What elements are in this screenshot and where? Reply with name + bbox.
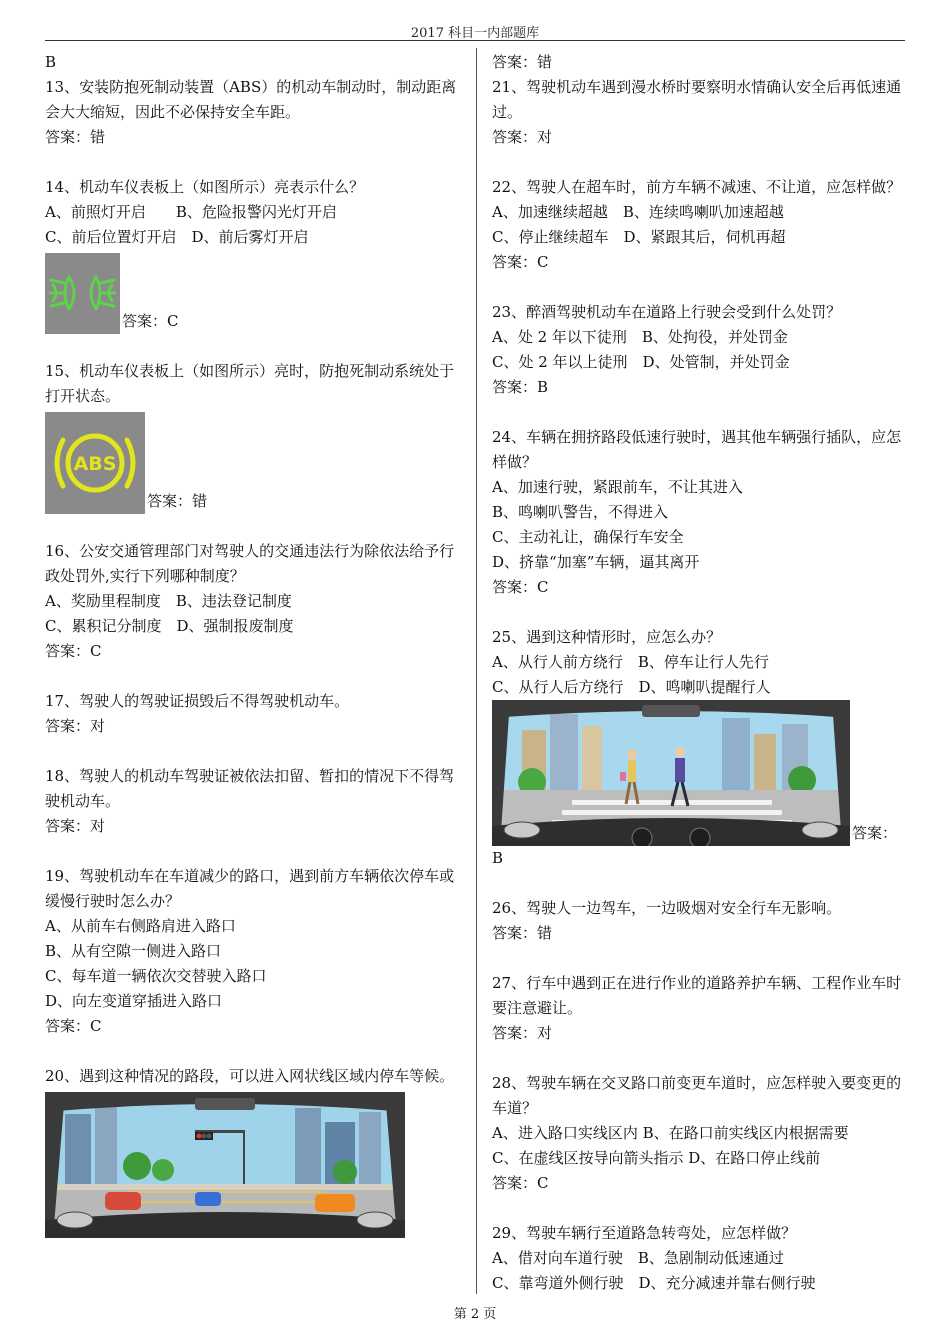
question-20-tail <box>492 50 907 75</box>
question-text: 13、安装防抱死制动装置（ABS）的机动车制动时，制动距离会大大缩短，因此不必保持安全车距。 <box>45 78 457 121</box>
answer: 答案：对 <box>492 1024 553 1042</box>
option-line: C、每车道一辆依次交替驶入路口 <box>45 967 267 985</box>
answer: 答案：对 <box>492 128 553 146</box>
answer: 答案：B <box>492 378 549 396</box>
page-number: 第 2 页 <box>453 1307 497 1322</box>
question-text: 21、驾驶机动车遇到漫水桥时要察明水情确认安全后再低速通过。 <box>492 78 902 121</box>
option-line: C、主动礼让，确保行车安全 <box>492 528 684 546</box>
question-13 <box>45 75 465 150</box>
option-line: A、借对向车道行驶 B、急剧制动低速通过 <box>492 1249 784 1267</box>
question-text: 28、驾驶车辆在交叉路口前变更车道时，应怎样驶入要变更的车道？ <box>492 1074 902 1117</box>
answer: 答案：C <box>45 1017 102 1035</box>
question-20 <box>45 1064 465 1238</box>
question-text: 17、驾驶人的驾驶证损毁后不得驾驶机动车。 <box>45 692 350 710</box>
column-divider <box>476 48 477 1294</box>
answer-value: B <box>492 849 504 867</box>
option-line: A、从行人前方绕行 B、停车让行人先行 <box>492 653 769 671</box>
question-26 <box>492 896 907 946</box>
answer: 答案：错 <box>492 924 553 942</box>
question-text: 18、驾驶人的机动车驾驶证被依法扣留、暂扣的情况下不得驾驶机动车。 <box>45 767 455 810</box>
abs-warning-icon <box>45 412 145 514</box>
question-23 <box>492 300 907 400</box>
question-text: 19、驾驶机动车在车道减少的路口，遇到前方车辆依次停车或缓慢行驶时怎么办？ <box>45 867 455 910</box>
intersection-scene <box>45 1092 405 1238</box>
option-line: A、处 2 年以下徒刑 B、处拘役，并处罚金 <box>492 328 788 346</box>
option-line: B、鸣喇叭警告，不得进入 <box>492 503 669 521</box>
option-line: A、前照灯开启 B、危险报警闪光灯开启 <box>45 203 337 221</box>
option-line: C、处 2 年以上徒刑 D、处管制，并处罚金 <box>492 353 790 371</box>
question-15 <box>45 359 465 514</box>
answer: 答案：C <box>45 642 102 660</box>
question-text: 16、公安交通管理部门对驾驶人的交通违法行为除依法给予行政处罚外,实行下列哪种制度？ <box>45 542 455 585</box>
question-text: 15、机动车仪表板上（如图所示）亮时，防抱死制动系统处于打开状态。 <box>45 362 455 405</box>
option-line: C、靠弯道外侧行驶 D、充分减速并靠右侧行驶 <box>492 1274 816 1292</box>
question-text: 25、遇到这种情形时，应怎么办？ <box>492 628 722 646</box>
answer: 答案：错 <box>147 492 208 510</box>
question-16 <box>45 539 465 664</box>
question-29 <box>492 1221 907 1296</box>
question-19 <box>45 864 465 1039</box>
front-rear-fog-lamp-icon <box>45 253 120 334</box>
option-line: A、从前车右侧路肩进入路口 <box>45 917 236 935</box>
answer: B <box>45 53 57 71</box>
header-rule <box>45 40 905 41</box>
option-line: A、加速继续超越 B、连续鸣喇叭加速超越 <box>492 203 784 221</box>
question-14 <box>45 175 465 334</box>
figure-row <box>45 412 465 514</box>
option-line: A、进入路口实线区内 B、在路口前实线区内根据需要 <box>492 1124 849 1142</box>
pedestrian-crossing-scene <box>492 700 850 846</box>
question-28 <box>492 1071 907 1196</box>
option-line: C、前后位置灯开启 D、前后雾灯开启 <box>45 228 309 246</box>
question-17 <box>45 689 465 739</box>
option-line: A、加速行驶，紧跟前车，不让其进入 <box>492 478 743 496</box>
question-text: 20、遇到这种情况的路段，可以进入网状线区域内停车等候。 <box>45 1067 455 1085</box>
question-text: 23、醉酒驾驶机动车在道路上行驶会受到什么处罚？ <box>492 303 842 321</box>
option-line: B、从有空隙一侧进入路口 <box>45 942 222 960</box>
option-line: C、从行人后方绕行 D、鸣喇叭提醒行人 <box>492 678 771 696</box>
answer: 答案：错 <box>492 53 553 71</box>
answer: 答案：对 <box>45 717 106 735</box>
page-header: 2017 科目一内部题库 <box>410 26 540 41</box>
answer: 答案：对 <box>45 817 106 835</box>
option-line: C、停止继续超车 D、紧跟其后，伺机再超 <box>492 228 786 246</box>
question-12-tail <box>45 50 465 75</box>
question-21 <box>492 75 907 150</box>
option-line: A、奖励里程制度 B、违法登记制度 <box>45 592 292 610</box>
question-text: 26、驾驶人一边驾车，一边吸烟对安全行车无影响。 <box>492 899 842 917</box>
question-25 <box>492 625 907 871</box>
figure-row <box>492 700 907 846</box>
question-27 <box>492 971 907 1046</box>
question-24 <box>492 425 907 600</box>
question-text: 14、机动车仪表板上（如图所示）亮表示什么？ <box>45 178 365 196</box>
figure-row <box>45 253 465 334</box>
answer: 答案：C <box>492 1174 549 1192</box>
answer-label: 答案： <box>852 824 898 842</box>
question-text: 24、车辆在拥挤路段低速行驶时，遇其他车辆强行插队，应怎样做？ <box>492 428 902 471</box>
left-column <box>45 50 465 1238</box>
answer: 答案：C <box>492 578 549 596</box>
question-22 <box>492 175 907 275</box>
question-18 <box>45 764 465 839</box>
right-column <box>492 50 907 1296</box>
answer: 答案：C <box>492 253 549 271</box>
question-text: 27、行车中遇到正在进行作业的道路养护车辆、工程作业车时要注意避让。 <box>492 974 902 1017</box>
option-line: D、向左变道穿插进入路口 <box>45 992 223 1010</box>
option-line: C、在虚线区按导向箭头指示 D、在路口停止线前 <box>492 1149 821 1167</box>
question-text: 29、驾驶车辆行至道路急转弯处，应怎样做？ <box>492 1224 797 1242</box>
option-line: C、累积记分制度 D、强制报废制度 <box>45 617 294 635</box>
answer: 答案：错 <box>45 128 106 146</box>
answer: 答案：C <box>122 312 179 330</box>
abs-icon-label: ABS <box>73 453 117 475</box>
question-text: 22、驾驶人在超车时，前方车辆不减速、不让道，应怎样做？ <box>492 178 902 196</box>
option-line: D、挤靠“加塞”车辆，逼其离开 <box>492 553 700 571</box>
